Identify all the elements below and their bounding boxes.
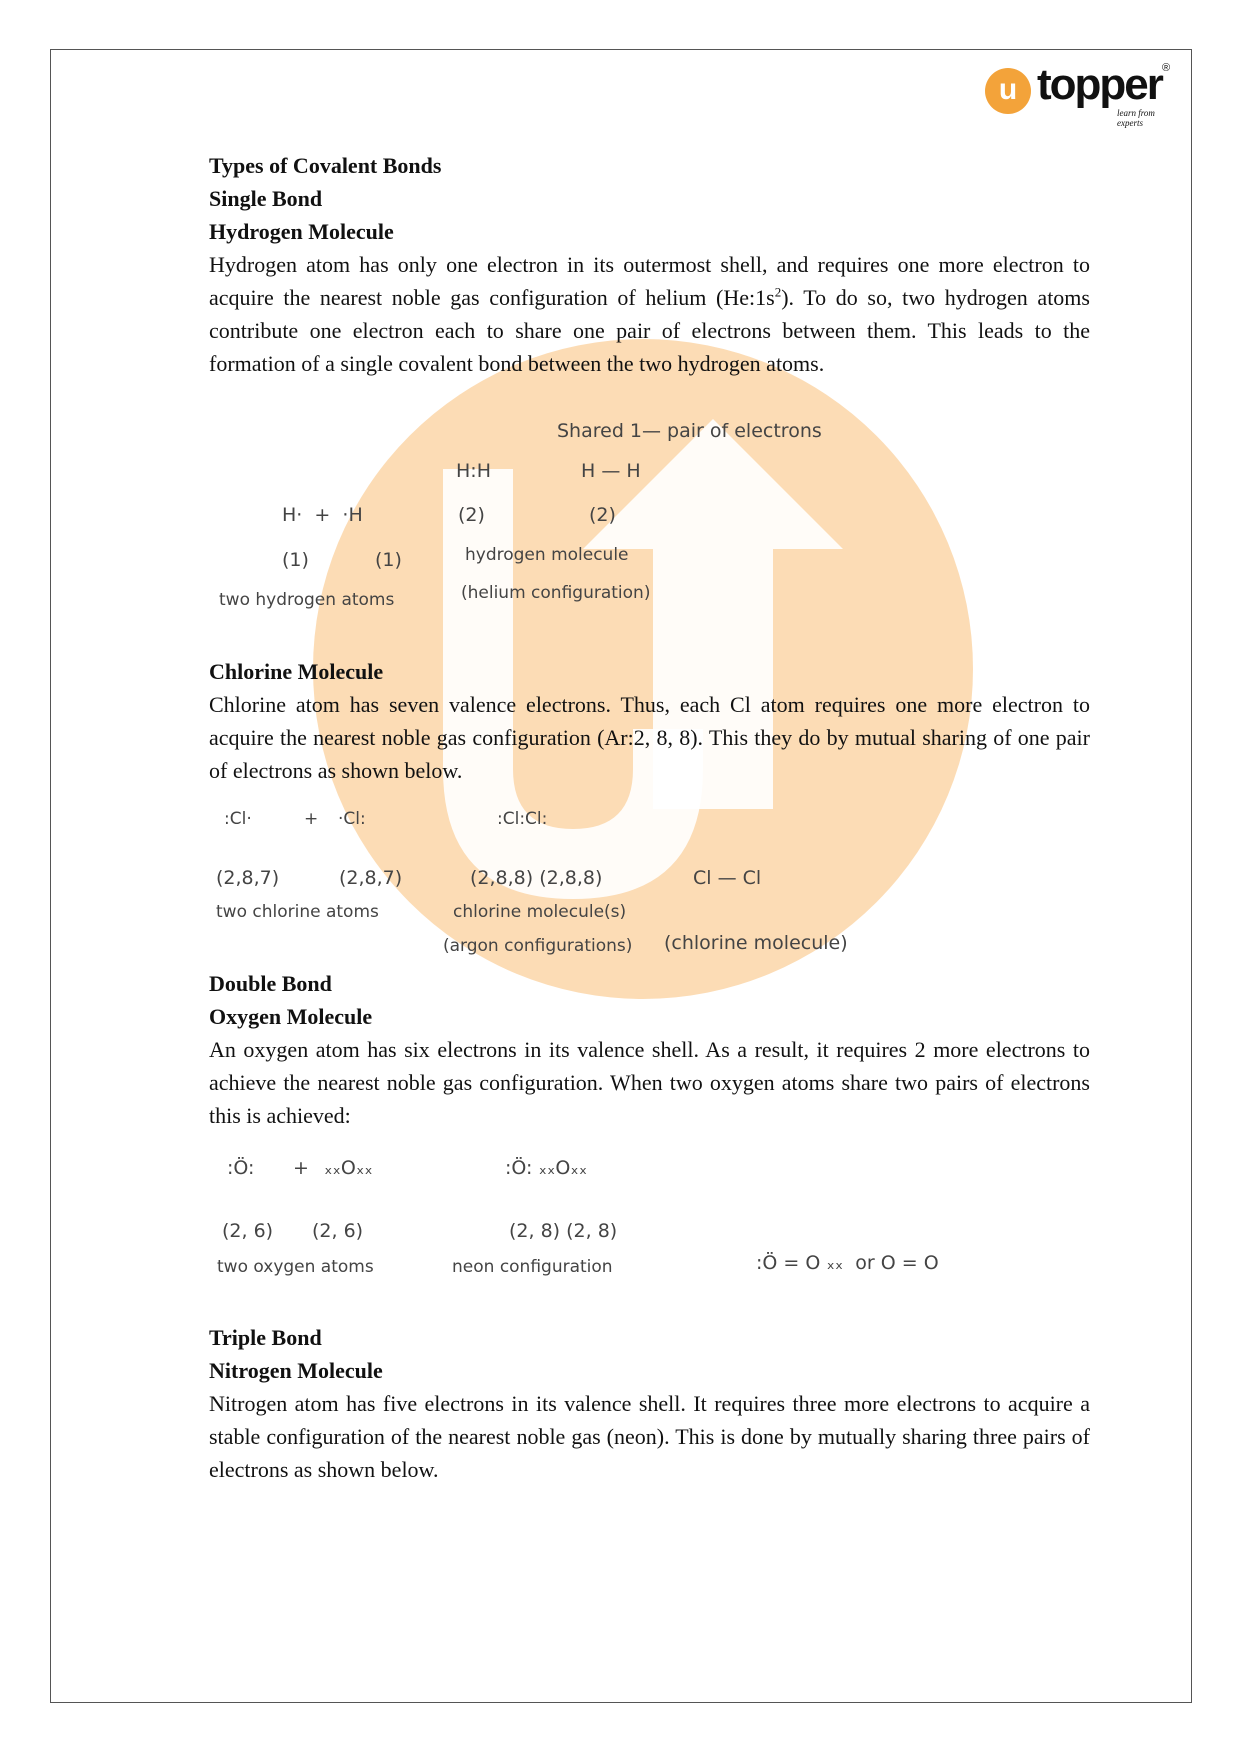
electron-count: (1) xyxy=(375,549,402,571)
heading-nitrogen: Nitrogen Molecule xyxy=(209,1358,383,1383)
hydrogen-molecule-label: hydrogen molecule xyxy=(465,545,629,565)
two-chlorine-atoms-label: two chlorine atoms xyxy=(216,902,379,922)
o-atom-crosses: ₓₓOₓₓ xyxy=(324,1157,373,1179)
cl-atom: :Cl· xyxy=(224,809,252,829)
hydrogen-paragraph: Hydrogen atom has only one electron in its outermost shell, and requires one more electron to acquire the nearest noble gas configuration of helium $(He:1s^2)$. To do so, two hydrogen atoms contribute one electron each to share one pair of electrons between them. This leads to the formation of a single covalent bond between the two hydrogen atoms. xyxy=(209,252,1090,376)
chlorine-molecule-label: (chlorine molecule) xyxy=(664,932,848,954)
h-reaction: H· + ·H xyxy=(282,504,363,526)
cl-atom: ·Cl: xyxy=(338,809,366,829)
heading-double-bond: Double Bond xyxy=(209,971,332,996)
chlorine-paragraph: Chlorine atom has seven valence electrons. Thus, each Cl atom requires one more electron to acquire the nearest noble gas configuration (Ar:2, 8, 8). This they do by mutual sharing of one pair of electrons as shown below. xyxy=(209,692,1090,783)
o-config: (2, 6) xyxy=(312,1220,364,1242)
electron-count: (1) xyxy=(282,549,309,571)
helium-config-label: (helium configuration) xyxy=(461,583,651,603)
heading-chlorine: Chlorine Molecule xyxy=(209,659,384,684)
heading-hydrogen: Hydrogen Molecule xyxy=(209,219,394,244)
two-hydrogen-atoms-label: two hydrogen atoms xyxy=(219,590,395,610)
o-atom: :Ö: xyxy=(227,1157,255,1179)
o-molecule-dots: :Ö: ₓₓOₓₓ xyxy=(505,1157,588,1179)
cl-bond: Cl — Cl xyxy=(693,867,762,889)
cl-config: (2,8,7) xyxy=(339,867,403,889)
neon-config-label: neon configuration xyxy=(452,1257,613,1277)
electron-count: (2) xyxy=(589,504,616,526)
logo-word: topper xyxy=(1037,60,1162,109)
shared-label: Shared 1— pair of electrons xyxy=(557,420,822,442)
nitrogen-paragraph: Nitrogen atom has five electrons in its valence shell. It requires three more electrons to acquire a stable configuration of the nearest noble gas (neon). This is done by mutually sharing three pairs of electrons as shown below. xyxy=(209,1391,1090,1482)
heading-oxygen: Oxygen Molecule xyxy=(209,1004,373,1029)
two-oxygen-atoms-label: two oxygen atoms xyxy=(217,1257,374,1277)
plus: + xyxy=(293,1157,309,1179)
electron-count: (2) xyxy=(458,504,485,526)
registered-mark: ® xyxy=(1162,62,1171,74)
page-title: Types of Covalent Bonds xyxy=(209,153,442,178)
oxygen-paragraph: An oxygen atom has six electrons in its valence shell. As a result, it requires 2 more electrons to achieve the nearest noble gas configuration. When two oxygen atoms share two pairs of electrons this is achieved: xyxy=(209,1037,1090,1128)
o-molecule-config: (2, 8) (2, 8) xyxy=(509,1220,618,1242)
cl-molecule-dots: :Cl:Cl: xyxy=(497,809,548,829)
o-double-bond: :Ö = O ₓₓ or O = O xyxy=(756,1252,939,1274)
chlorine-molecules-label: chlorine molecule(s) xyxy=(453,902,627,922)
heading-triple-bond: Triple Bond xyxy=(209,1325,322,1350)
argon-config-label: (argon configurations) xyxy=(443,936,633,956)
cl-config: (2,8,7) xyxy=(216,867,280,889)
h-dot-h: H:H xyxy=(456,460,491,482)
logo-mark-icon: u xyxy=(985,68,1031,114)
logo-tagline: learn from experts xyxy=(1117,108,1155,128)
h-bond-h: H — H xyxy=(581,460,641,482)
topper-logo xyxy=(985,60,1175,128)
heading-single-bond: Single Bond xyxy=(209,186,323,211)
plus: + xyxy=(304,809,319,829)
o-config: (2, 6) xyxy=(222,1220,274,1242)
cl-molecule-config: (2,8,8) (2,8,8) xyxy=(470,867,603,889)
